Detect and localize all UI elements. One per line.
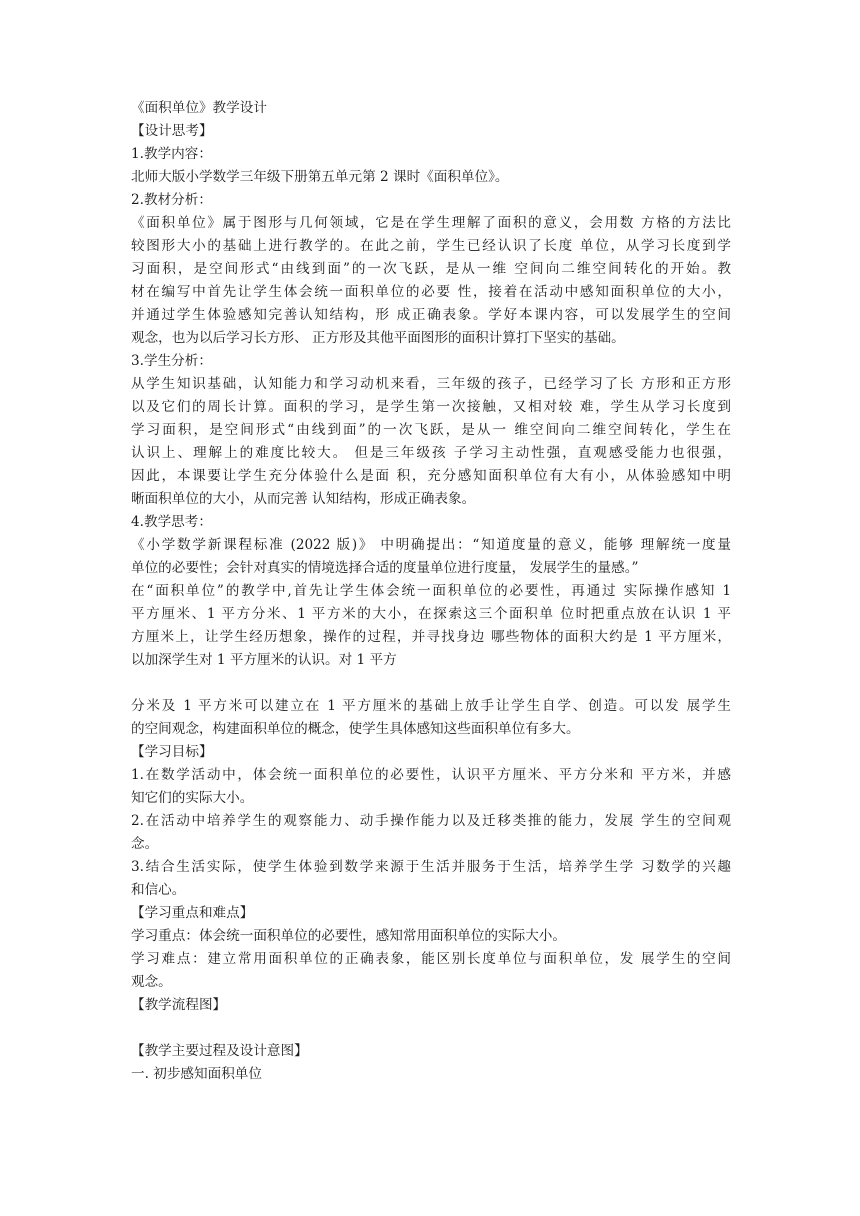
document-line: 【学习重点和难点】: [131, 905, 254, 921]
document-line: 《面积单位》属于图形与几何领域，它是在学生理解了面积的意义，会用数 方格的方法比: [131, 215, 731, 231]
document-line: 方厘米上，让学生经历想象，操作的过程，并寻找身边 哪些物体的面积大约是 1 平方厘米，: [131, 629, 731, 645]
document-line: 以及它们的周长计算。面积的学习，是学生第一次接触，又相对较 难，学生从学习长度到: [131, 399, 731, 415]
document-line: 平方厘米、1 平方分米、1 平方米的大小，在探索这三个面积单 位时把重点放在认识 1 平: [131, 606, 731, 622]
document-line: 2.在活动中培养学生的观察能力、动手操作能力以及迁移类推的能力，发展 学生的空间观: [131, 813, 731, 829]
document-line: 1.教学内容：: [131, 146, 212, 162]
document-line: 【学习目标】: [131, 744, 213, 760]
document-line: 习面积，是空间形式“由线到面”的一次飞跃，是从一维 空间向二维空间转化的开始。教: [131, 261, 731, 277]
document-line: 从学生知识基础，认知能力和学习动机来看，三年级的孩子，已经学习了长 方形和正方形: [131, 376, 731, 392]
document-line: 因此，本课要让学生充分体验什么是面 积，充分感知面积单位有大有小，从体验感知中明: [131, 468, 731, 484]
document-line: 在“面积单位”的教学中,首先让学生体会统一面积单位的必要性，再通过 实际操作感知 1: [131, 583, 731, 599]
document-line: 《小学数学新课程标准 (2022 版)》 中明确提出：“知道度量的意义，能够 理解统一度量: [131, 537, 731, 553]
document-line: 【教学主要过程及设计意图】: [131, 1043, 308, 1059]
document-line: 观念。: [131, 974, 172, 990]
document-line: 的空间观念，构建面积单位的概念，使学生具体感知这些面积单位有多大。: [131, 721, 580, 737]
document-line: 3.结合生活实际，使学生体验到数学来源于生活并服务于生活，培养学生学 习数学的兴趣: [131, 859, 731, 875]
document-line: 分米及 1 平方米可以建立在 1 平方厘米的基础上放手让学生自学、创造。可以发 展学生: [131, 698, 731, 714]
document-line: 单位的必要性；会针对真实的情境选择合适的度量单位进行度量， 发展学生的量感。”: [131, 560, 639, 576]
document-line: 学习面积，是空间形式“由线到面”的一次飞跃，是从一 维空间向二维空间转化，学生在: [131, 422, 731, 438]
document-line: 学习重点：体会统一面积单位的必要性，感知常用面积单位的实际大小。: [131, 928, 566, 944]
document-line: 3.学生分析：: [131, 353, 212, 369]
document-line: 观念，也为以后学习长方形、 正方形及其他平面图形的面积计算打下坚实的基础。: [131, 330, 625, 346]
document-line: 【教学流程图】: [131, 997, 227, 1013]
document-line: 和信心。: [131, 882, 186, 898]
document-line: 北师大版小学数学三年级下册第五单元第 2 课时《面积单位》。: [131, 169, 509, 185]
document-line: 材在编写中首先让学生体会统一面积单位的必要 性，接着在活动中感知面积单位的大小，: [131, 284, 731, 300]
document-line: 一. 初步感知面积单位: [131, 1066, 262, 1082]
document-line: 念。: [131, 836, 159, 852]
document-line: 1.在数学活动中，体会统一面积单位的必要性，认识平方厘米、平方分米和 平方米，并感: [131, 767, 731, 783]
document-line: 并通过学生体验感知完善认知结构，形 成正确表象。学好本课内容，可以发展学生的空间: [131, 307, 731, 323]
document-line: 以加深学生对 1 平方厘米的认识。对 1 平方: [131, 652, 397, 668]
document-line: 学习难点：建立常用面积单位的正确表象，能区别长度单位与面积单位，发 展学生的空间: [131, 951, 731, 967]
document-line: 4.教学思考：: [131, 514, 212, 530]
document-line: 知它们的实际大小。: [131, 790, 254, 806]
document-line: 较图形大小的基础上进行教学的。在此之前，学生已经认识了长度 单位，从学习长度到学: [131, 238, 731, 254]
document-line: 认识上、理解上的难度比较大。 但是三年级孩 子学习主动性强，直观感受能力也很强，: [131, 445, 731, 461]
document-line: 2.教材分析：: [131, 192, 212, 208]
document-line: 【设计思考】: [131, 123, 213, 139]
document-line: 晰面积单位的大小，从而完善 认知结构，形成正确表象。: [131, 491, 476, 507]
document-line: 《面积单位》教学设计: [131, 100, 267, 116]
